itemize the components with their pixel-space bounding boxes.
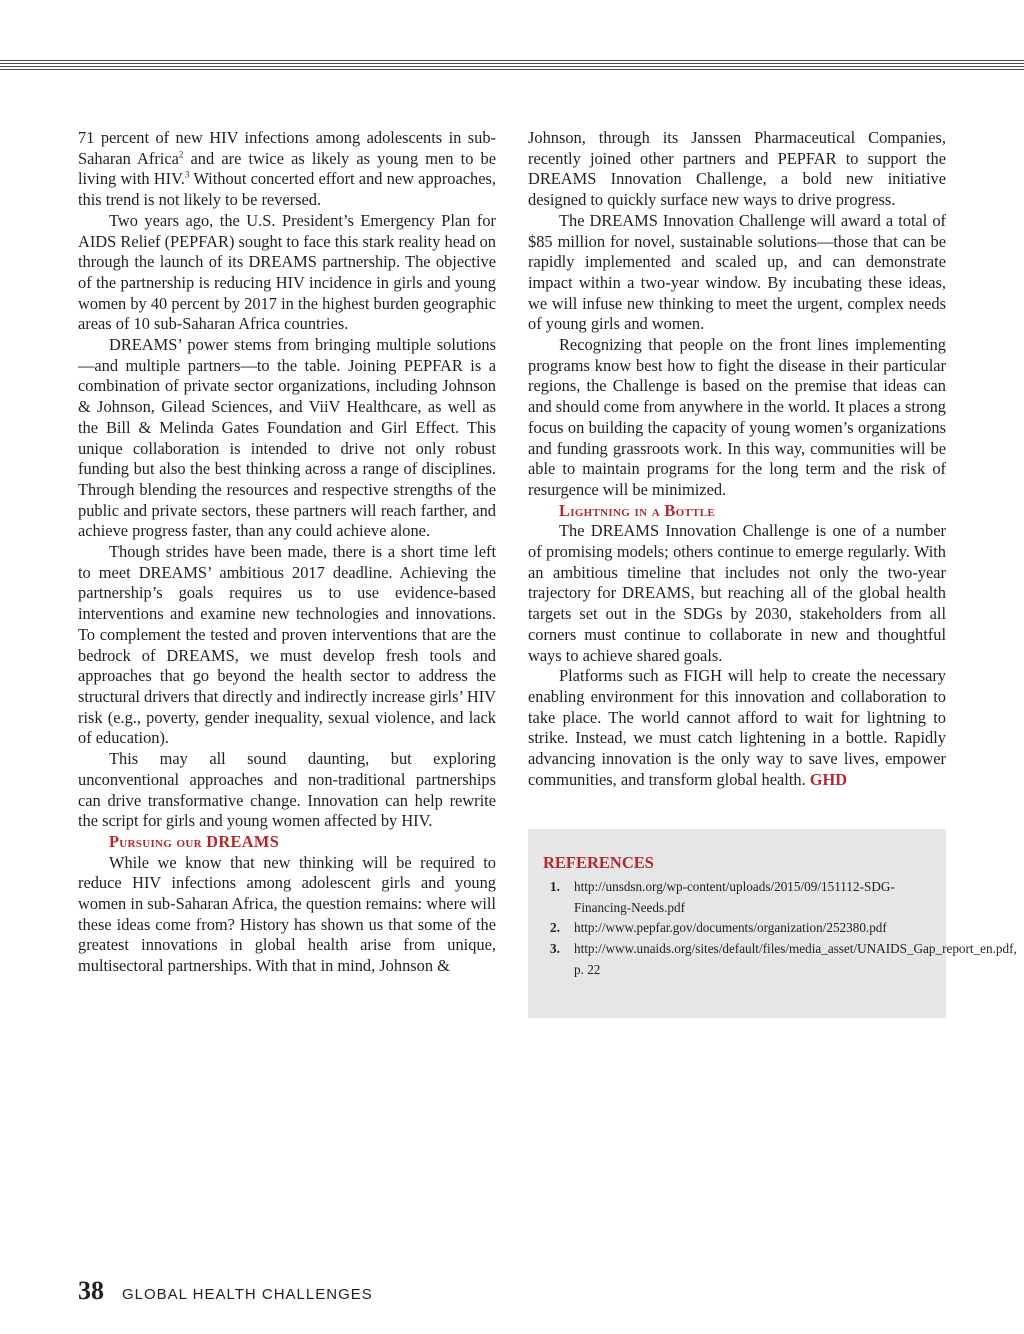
reference-item: 3. http://www.unaids.org/sites/default/files/media_asset/UNAIDS_Gap_report_en.pdf, p. 22 bbox=[550, 941, 1017, 977]
paragraph: The DREAMS Innovation Challenge is one of a number of promising models; others continue to emerge regularly. With an ambitious timeline that includes not only the two-year trajectory for DREAMS, but reaching all of the global health targets set out in the SDGs by 2030, stakeholders from all corners must continue to collaborate in new and thoughtful ways to achieve shared goals. bbox=[528, 521, 946, 665]
paragraph: DREAMS’ power stems from bringing multiple solutions—and multiple partners—to the table. Joining PEPFAR is a combination of private sector organizations, including Johnson & Johnson, Gilead Sciences, and ViiV Healthcare, as well as the Bill & Melinda Gates Foundation and Girl Effect. This unique collaboration is intended to drive not only robust funding but also the best thinking across a range of disciplines. Through blending the resources and respective strengths of the public and private sectors, these partners will reach farther, and achieve progress faster, than any could achieve alone. bbox=[78, 335, 496, 541]
reference-link[interactable]: http://www.unaids.org/sites/default/files/media_asset/UNAIDS_Gap_report_en.pdf, p. 22 bbox=[574, 941, 1017, 977]
page-footer bbox=[78, 1276, 373, 1306]
reference-link[interactable]: http://unsdsn.org/wp-content/uploads/2015/09/151112-SDG-Financing-Needs.pdf bbox=[574, 879, 895, 915]
paragraph: Johnson, through its Janssen Pharmaceutical Companies, recently joined other partners and PEPFAR to support the DREAMS Innovation Challenge, a bold new initiative designed to quickly surface new ways to drive progress. bbox=[528, 128, 946, 210]
reference-item: 2. http://www.pepfar.gov/documents/organization/252380.pdf bbox=[550, 920, 887, 936]
end-mark: GHD bbox=[809, 769, 848, 789]
section-heading: Pursuing our DREAMS bbox=[109, 831, 280, 851]
page-number: 38 bbox=[78, 1276, 104, 1305]
reference-item: 1. http://unsdsn.org/wp-content/uploads/2015/09/151112-SDG-Financing-Needs.pdf bbox=[550, 879, 895, 915]
paragraph: While we know that new thinking will be required to reduce HIV infections among adolescent girls and young women in sub-Saharan Africa, the question remains: where will these ideas come from? History has shown us that some of the greatest innovations in global health arise from unique, multisectoral partnerships. With that in mind, Johnson & bbox=[78, 852, 496, 976]
paragraph: Two years ago, the U.S. President’s Emergency Plan for AIDS Relief (PEPFAR) sought to face this stark reality head on through the launch of its DREAMS partnership. The objective of the partnership is reducing HIV incidence in girls and young women by 40 percent by 2017 in the highest burden geographic areas of 10 sub-Saharan Africa countries. bbox=[78, 210, 496, 334]
reference-link[interactable]: http://www.pepfar.gov/documents/organization/252380.pdf bbox=[574, 920, 887, 936]
right-column bbox=[528, 128, 946, 791]
paragraph: Though strides have been made, there is a short time left to meet DREAMS’ ambitious 2017 deadline. Achieving the partnership’s goals requires us to use evidence-based interventions and examine new technologies and innovations. To complement the tested and proven interventions that are the bedrock of DREAMS, we must develop fresh tools and approaches that go beyond the health sector to address the structural drivers that directly and indirectly increase girls’ HIV risk (e.g., poverty, gender inequality, sexual violence, and lack of education). bbox=[78, 542, 496, 748]
footnote-ref: 3 bbox=[184, 169, 190, 180]
header-rule bbox=[0, 60, 1024, 70]
paragraph: This may all sound daunting, but exploring unconventional approaches and non-traditional partnerships can drive transformative change. Innovation can help rewrite the script for girls and young women affected by HIV. bbox=[78, 749, 496, 831]
left-column bbox=[78, 128, 496, 977]
paragraph: Recognizing that people on the front lines implementing programs know best how to fight the disease in their particular regions, the Challenge is based on the premise that ideas can and should come from anywhere in the world. It places a strong focus on building the capacity of young women’s organizations and funding grassroots work. In this way, communities will be able to maintain programs for the long term and the risk of resurgence will be minimized. bbox=[528, 335, 946, 499]
paragraph: The DREAMS Innovation Challenge will award a total of $85 million for novel, sustainable solutions—those that can be rapidly implemented and scaled up, and can demonstrate impact within a two-year window. By incubating these ideas, we will infuse new thinking to meet the urgent, complex needs of young girls and women. bbox=[528, 210, 946, 334]
references-title: REFERENCES bbox=[543, 853, 654, 872]
publication-name: GLOBAL HEALTH CHALLENGES bbox=[122, 1286, 373, 1303]
references-list bbox=[550, 877, 1017, 981]
paragraph: 71 percent of new HIV infections among adolescents in sub-Saharan Africa$^2$ and are twice as likely as young men to be living with HIV.$^3$ Without concerted effort and new approaches, this trend is not likely to be reversed. bbox=[78, 128, 496, 210]
footnote-ref: 2 bbox=[178, 149, 184, 160]
references-box bbox=[528, 829, 1017, 1018]
section-heading: Lightning in a Bottle bbox=[559, 500, 715, 520]
paragraph: Platforms such as FIGH will help to create the necessary enabling environment for this innovation and collaboration to take place. The world cannot afford to wait for lightning to strike. Instead, we must catch lightening in a bottle. Rapidly advancing innovation is the only way to save lives, empower communities, and transform global health. GHD bbox=[528, 666, 946, 789]
